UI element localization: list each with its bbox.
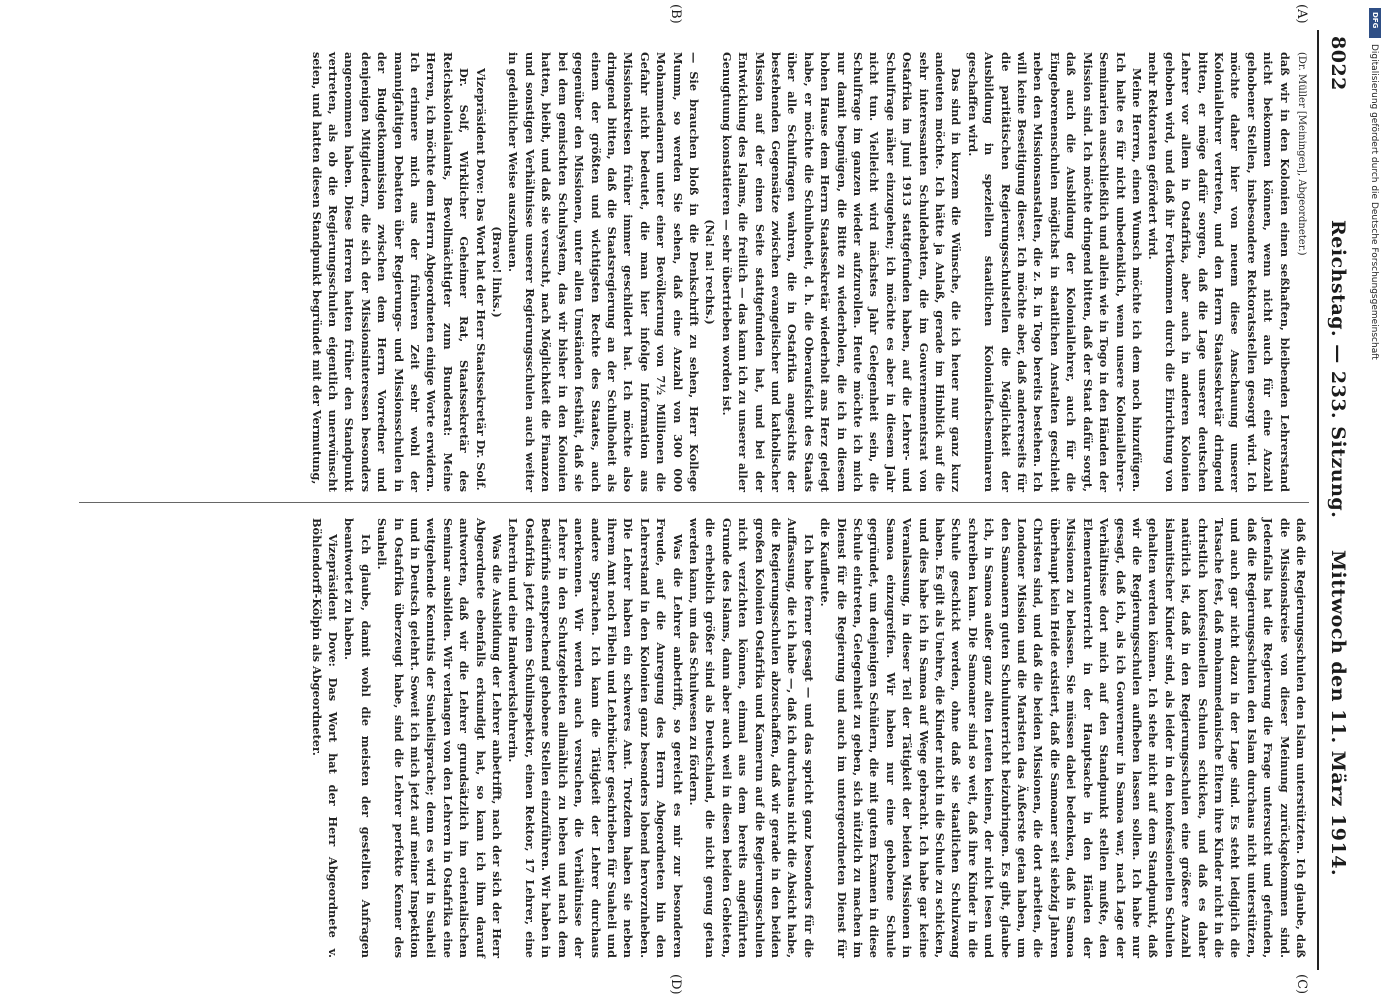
paragraph: — Sie brauchen bloß in die Denkschrift zu sehen, Herr Kollege Mumm, so werden Sie sehen, daß eine Anzahl von 300 000 Mohammedanern unter einer Bevölkerung von 7½ Millionen die Gefahr nicht bedeutet, die man hier infolge Information aus Missionskreisen früher immer geschildert hat. Ich möchte also dringend bitten, daß die Staatsregierung an der Schulhoheit als einem der größten und wichtigsten Rechte des Staates, auch gegenüber den Missionen, unter allen Umständen festhält, daß sie bei dem gemischten Schulsystem, das wir bisher in den Kolonien hatten, bleibt, und daß sie versucht, nach Möglichkeit die Finanzen und sonstigen Verhältnisse unserer Regierungsschulen auch weiter in gedeihlicher Weise auszubauen. bbox=[506, 52, 701, 492]
digitization-note bbox=[1367, 44, 1381, 424]
paragraph: daß die Regierungsschulen den Islam unterstützten. Ich glaube, daß die Missionskreise von dieser Meinung zurückgekommen sind. Jedenfalls hat die Regierung die Frage untersucht und gefunden, daß die Regierungsschulen den Islam durchaus nicht unterstützen, und auch gar nicht dazu in der Lage sind. Es steht lediglich die Tatsache fest, daß mohammedanische Eltern ihre Kinder nicht in die christlich konfessionellen Schulen schicken, und daß es daher natürlich ist, daß in den Regierungsschulen eine größere Anzahl islamitischer Kinder sind, als leider in den konfessionellen Schulen gehalten werden können. Ich stehe nicht auf dem Standpunkt, daß wir die Regierungsschulen aufheben lassen sollen. Ich habe nur gesagt, daß ich, als ich Gouverneur in Samoa war, nach Lage der Verhältnisse dort mich auf den Standpunkt stellen mußte, den Elementarunterricht in der Hauptsache in den Händen der Missionen zu belassen. Sie müssen dabei bedenken, daß in Samoa überhaupt kein Heide existiert, daß die Samoaner seit siebzig Jahren Christen sind, und daß die beiden Missionen, die dort arbeiten, die Londoner Mission und die Maristen das Äußerste getan haben, um den Samoanern guten Schulunterricht beizubringen. Es gibt, glaube ich, in Samoa außer ganz alten Leuten keinen, der nicht lesen und schreiben kann. Die Samoaner sind so weit, daß ihre Kinder in die Schule geschickt werden, ohne daß sie staatlichen Schulzwang haben. Es gilt als Unehre, die Kinder nicht in die Schule zu schicken, und dies habe ich in Samoa auf Wege gebracht. Ich habe gar keine Veranlassung, in dieser Teil der Tätigkeit der beiden Missionen in Samoa einzugreifen. Wir haben nur eine gehobene Schule gegründet, um denjenigen Schülern, die mit gutem Examen in diese Schule eintreten, Gelegenheit zu geben, sich nützlich zu machen im Dienst für die Regierung und auch im untergeordneten Dienst für die Kaufleute. bbox=[818, 518, 1308, 958]
paragraph: Ich habe ferner gesagt — und das spricht ganz besonders für die Auffassung, die ich habe —, daß ich durchaus nicht die Absicht habe, die Regierungsschulen abzuschaffen, daß wir gerade in den beiden großen Kolonien Ostafrika und Kamerun auf die Regierungsschulen nicht verzichten können, einmal aus dem bereits angeführten Grunde des Islams, dann aber auch weil in diesen beiden Gebieten, die erheblich größer sind als Deutschland, die nicht genug getan werden kann, um das Schulwesen zu fördern. bbox=[686, 518, 816, 958]
paragraph: Meine Herren, einen Wunsch möchte ich dem noch hinzufügen. Ich halte es für nicht unbedenklich, wenn unsere Koloniallehrer-Seminarien ausschließlich und allein wie in Togo in den Händen der Mission sind. Ich möchte dringend bitten, daß der Staat dafür sorgt, daß auch die Ausbildung der Koloniallehrer, auch für die Eingeborenenschulen möglichst in staatlichen Anstalten geschieht neben den Missionsanstalten, die z. B. in Togo bereits bestehen. Ich will keine Beseitigung dieser. Ich möchte aber, daß andererseits für die paritätischen Regierungsschulstellen die Möglichkeit der Ausbildung in speziellen staatlichen Kolonialfachseminaren geschaffen wird. bbox=[965, 52, 1144, 492]
speaker-line: Vizepräsident Dove: Das Wort hat der Herr Abgeordnete v. Böhlendorff-Kölpin als Abgeordneter. bbox=[309, 518, 341, 958]
session-date: Mittwoch den 11. März 1914. bbox=[1327, 550, 1349, 877]
page-number: 8022 bbox=[1327, 36, 1349, 91]
interjection: (Bravo! links.) bbox=[490, 226, 505, 318]
column-divider bbox=[79, 502, 1309, 503]
left-column bbox=[308, 52, 1309, 492]
speaker-line: Vizepräsident Dove: Das Wort hat der Herr Staatssekretär Dr. Solf. bbox=[473, 68, 488, 491]
paragraph: Das sind in kurzem die Wünsche, die ich heuer nur ganz kurz andeuten möchte. Ich hätte ja Anlaß, gerade im Hinblick auf die sehr interessanten Schuldebatten, die im Gouvernementsrat von Ostafrika im Juni 1913 stattgefunden haben, auf die Lehrer- und Schulfrage näher einzugehen; ich möchte es aber in diesem Jahr nicht tun. Vielleicht wird nächstes Jahr Gelegenheit sein, die Schulfrage im ganzen wieder aufzurollen. Heute möchte ich mich nur damit begnügen, die Bitte zu wiederholen, die ich in diesem hohen Hause dem Herrn Staatssekretär wiederholt ans Herz gelegt habe, er möchte die Schulhoheit, d. h. die Oberaufsicht des Staats über alle Schulfragen wahren, die in Ostafrika angesichts der bestehenden Gegensätze zwischen evangelischer und katholischer Mission auf der einen Seite stattgefunden hat, und bei der Entwicklung des Islams, die freilich — das kann ich zu unserer aller Genugtuung konstatieren — sehr übertrieben worden ist. bbox=[719, 52, 964, 492]
rotated-document-page bbox=[63, 4, 1363, 995]
interjection: (Na! na! rechts.) bbox=[703, 219, 718, 325]
paragraph: daß wir in den Kolonien einen seßhaften, bleibenden Lehrerstand nicht bekommen können, wenn nicht auch für eine Anzahl gehobener Stellen, insbesondere Rektoratsstellen gesorgt wird. Ich möchte daher hier von neuem diese Anschauung unserer Koloniallehrer vertreten, und den Herrn Staatssekretär dringend bitten, er möge dafür sorgen, daß die Lage unserer deutschen Lehrer vor allem in Ostafrika, aber auch in anderen Kolonien gehoben wird, und daß ihr Fortkommen durch die Einrichtung von mehr Rektoraten gefördert wird. bbox=[1146, 52, 1292, 492]
paragraph: Ich glaube, damit wohl die meisten der gestellten Anfragen beantwortet zu haben. bbox=[342, 518, 373, 958]
paragraph: Was die Ausbildung der Lehrer anbetrifft, nach der sich der Herr Abgeordnete ebenfalls erkundigt hat, so kann ich ihm darauf antworten, daß wir die Lehrer grundsätzlich im orientalischen Seminar ausbilden. Wir verlangen von den Lehrern in Ostafrika eine weitgehende Kenntnis der Suahelisprache; denn es wird in Suaheli und in Deutsch gelehrt. Soweit ich mich jetzt auf meiner Inspektion in Ostafrika überzeugt habe, sind die Lehrer perfekte Kenner des Suaheli. bbox=[375, 518, 505, 958]
column-mark-a: (A) bbox=[1294, 4, 1309, 24]
page-header bbox=[1317, 30, 1363, 970]
dfg-logo bbox=[1369, 8, 1381, 38]
paragraph: Dr. Solf, Wirklicher Geheimer Rat, Staatssekretär des Reichskolonialamts, Bevollmächtigter zum Bundesrat: Meine Herren, ich möchte dem Herrn Abgeordneten einige Worte erwidern. Ich erinnere mich aus der früheren Zeit sehr wohl der mannigfaltigen Debatten über Regierungs- und Missionsschulen in der Budgetkommission zwischen dem Herrn Vorredner und denjenigen Mitgliedern, die sich der Missionsinteressen besonders angenommen haben. Diese Herren hatten früher den Standpunkt vertreten, als ob die Regierungsschulen eigentlich unerwünscht seien, und hatten diesen Standpunkt begründet mit der Vermutung, bbox=[309, 52, 472, 492]
session-title: Reichstag. — 233. Sitzung. bbox=[1327, 220, 1349, 519]
speaker-note: (Dr. Müller [Meiningen], Abgeordneter.) bbox=[1296, 52, 1307, 256]
column-mark-d: (D) bbox=[668, 974, 683, 995]
column-mark-b: (B) bbox=[668, 4, 683, 24]
right-column bbox=[308, 518, 1309, 958]
dfg-logo-text: DFG bbox=[1371, 12, 1379, 29]
digitization-note-text: Digitalisierung gefördert durch die Deutsche Forschungsgemeinschaft bbox=[1369, 44, 1379, 360]
column-mark-c: (C) bbox=[1294, 974, 1309, 995]
paragraph: Was die Lehrer anbetrifft, so gereicht es mir zur besonderen Freude, auf die Anregung des Herrn Abgeordneten hin den Lehrerstand in den Kolonien ganz besonders lobend hervorzuheben. Die Lehrer haben ein schweres Amt. Trotzdem haben sie neben ihrem Amt noch Fibeln und Lehrbücher geschrieben für Suaheli und andere Sprachen. Ich kann die Tätigkeit der Lehrer durchaus anerkennen. Wir werden auch versuchen, die Verhältnisse der Lehrer in den Schutzgebieten allmählich zu heben und nach dem Bedürfnis entsprechend gehobene Stellen einzuführen. Wir haben in Ostafrika jetzt einen Schulinspektor, einen Rektor, 17 Lehrer, eine Lehrerin und eine Handwerkslehrerin. bbox=[506, 518, 685, 958]
